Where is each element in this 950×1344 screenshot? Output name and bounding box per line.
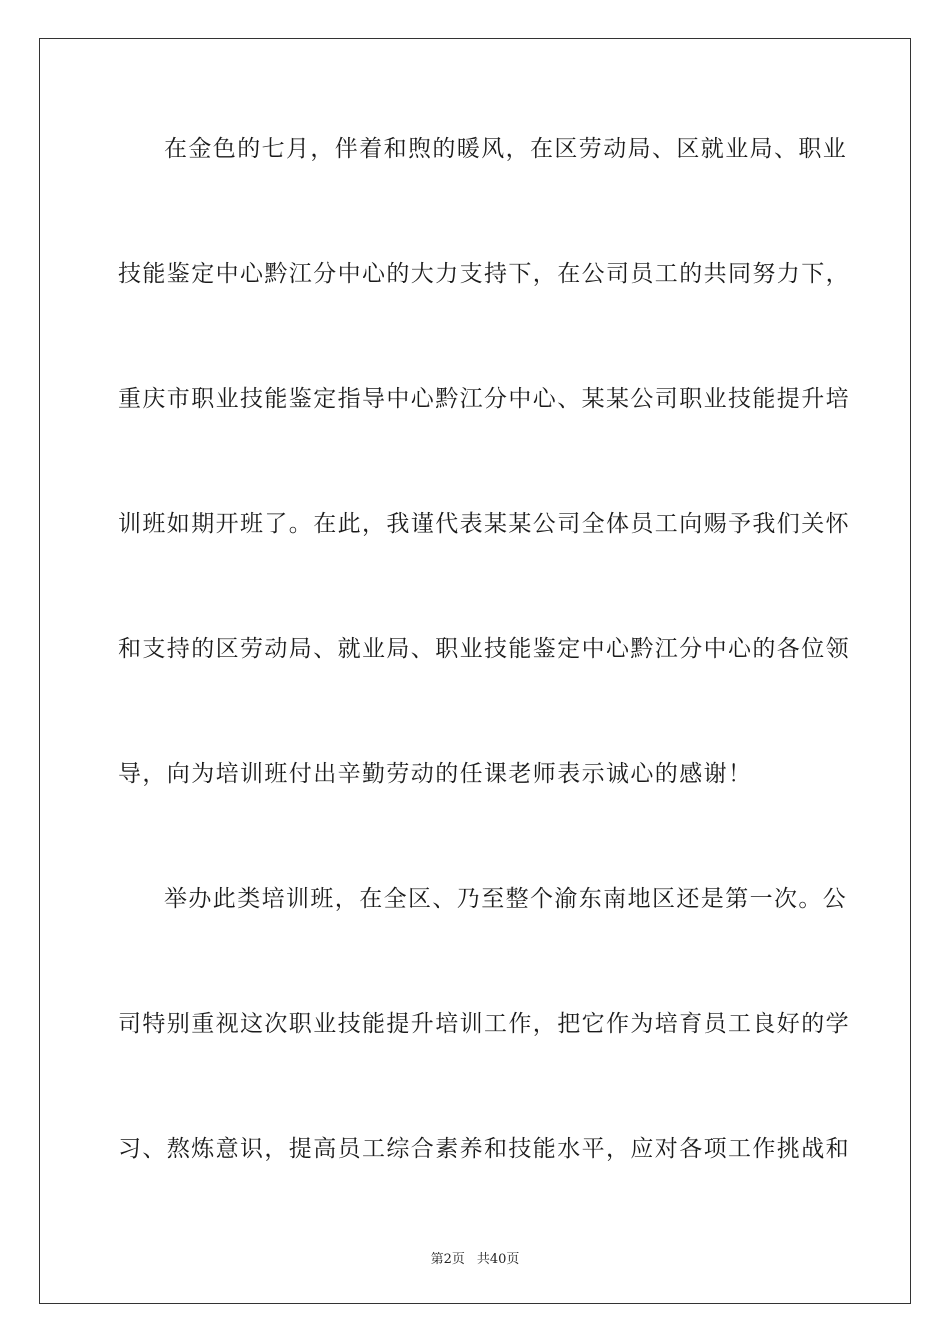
page-footer — [0, 1248, 950, 1267]
paragraph-1-line-2: 技能鉴定中心黔江分中心的大力支持下，在公司员工的共同努力下， — [118, 261, 850, 287]
paragraph-2-line-1: 举办此类培训班，在全区、乃至整个渝东南地区还是第一次。公 — [164, 886, 848, 912]
paragraph-2-line-3: 习、熬炼意识，提高员工综合素养和技能水平，应对各项工作挑战和 — [118, 1136, 850, 1162]
page-total: 共40页 — [476, 1252, 520, 1267]
page-number: 第2页 — [430, 1252, 465, 1267]
paragraph-1-line-6: 导，向为培训班付出辛勤劳动的任课老师表示诚心的感谢！ — [118, 761, 753, 787]
paragraph-2-line-2: 司特别重视这次职业技能提升培训工作，把它作为培育员工良好的学 — [118, 1011, 850, 1037]
paragraph-1-line-4: 训班如期开班了。在此，我谨代表某某公司全体员工向赐予我们关怀 — [118, 511, 850, 537]
paragraph-1-line-3: 重庆市职业技能鉴定指导中心黔江分中心、某某公司职业技能提升培 — [118, 386, 850, 412]
paragraph-1-line-5: 和支持的区劳动局、就业局、职业技能鉴定中心黔江分中心的各位领 — [118, 636, 850, 662]
page-border — [39, 38, 911, 1304]
paragraph-1-line-1: 在金色的七月，伴着和煦的暖风，在区劳动局、区就业局、职业 — [164, 136, 848, 162]
